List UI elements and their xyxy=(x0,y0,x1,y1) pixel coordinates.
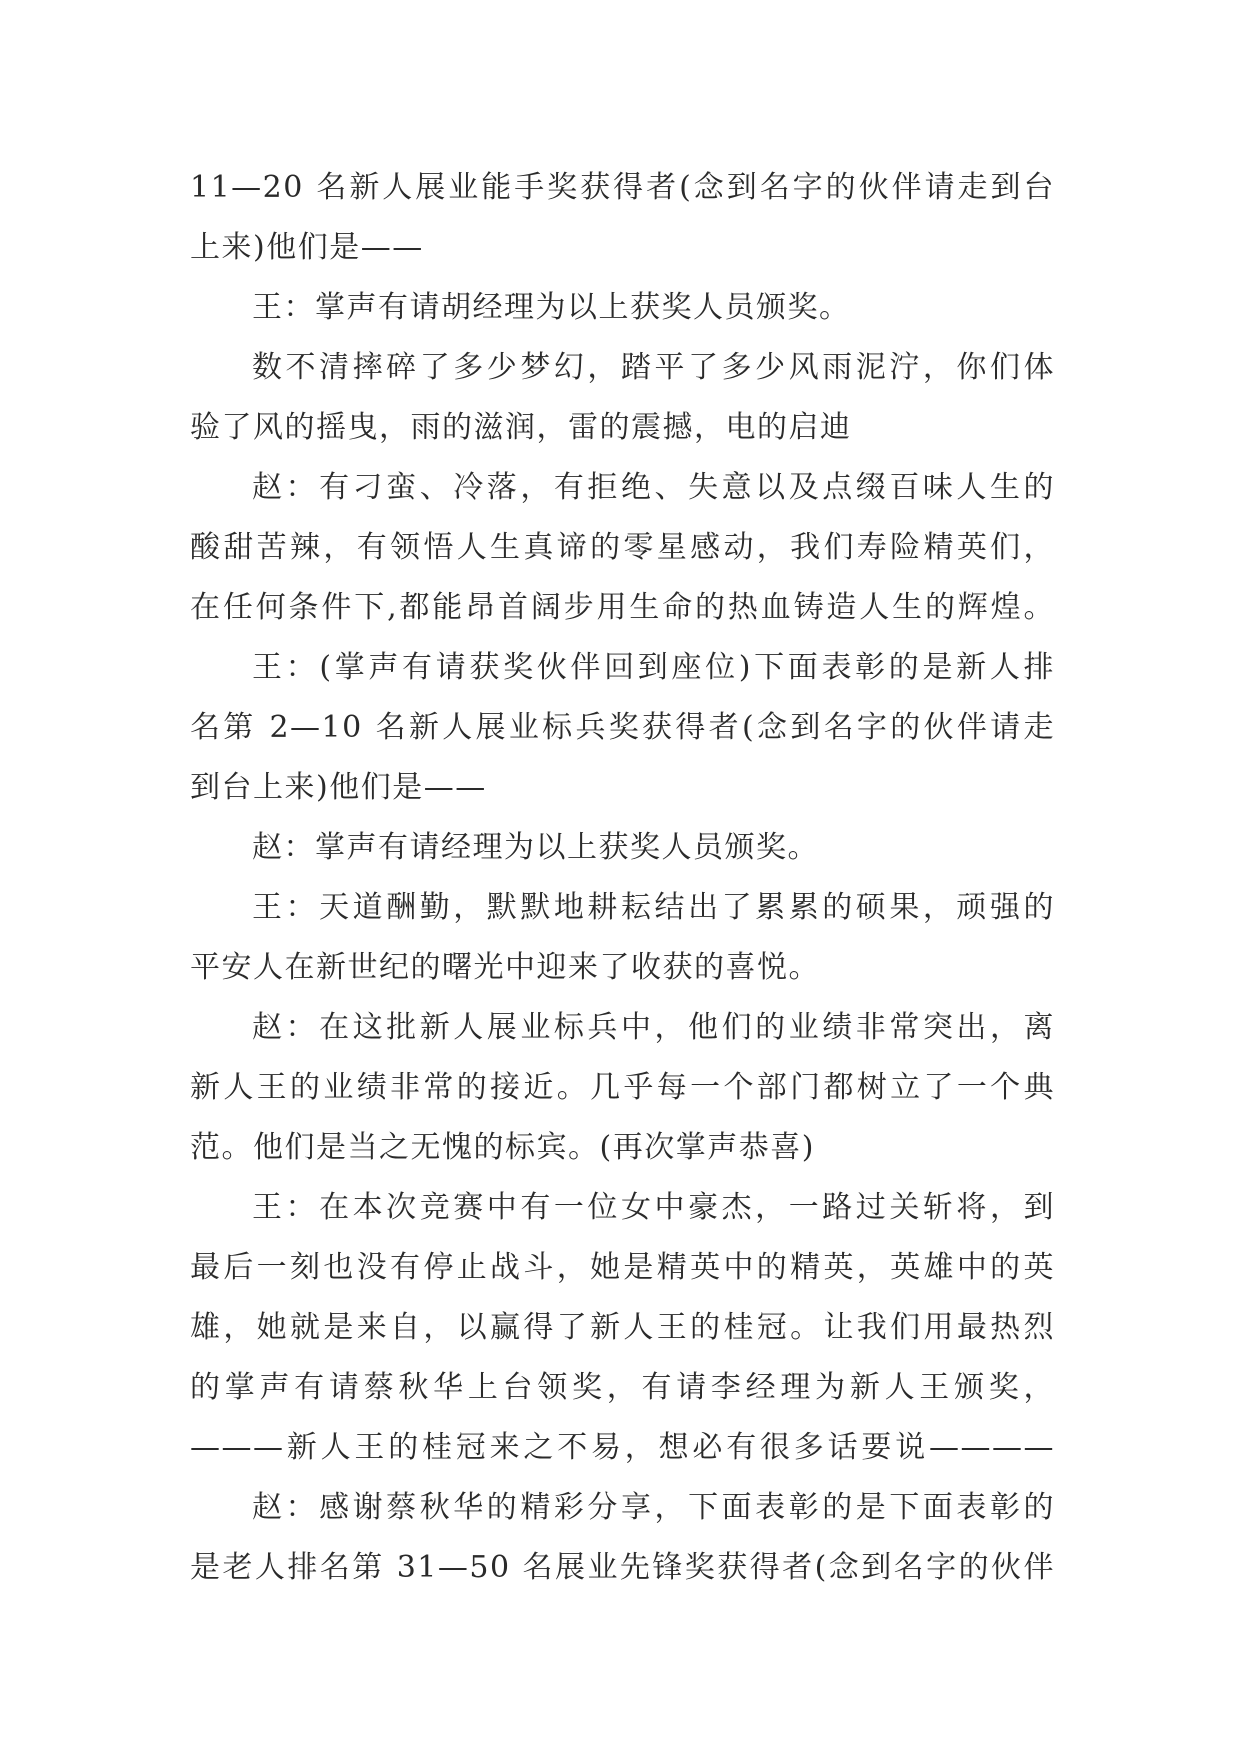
text-line: 数不清摔碎了多少梦幻，踏平了多少风雨泥泞，你们体 xyxy=(252,350,1055,385)
text-line: 的掌声有请蔡秋华上台领奖，有请李经理为新人王颁奖， xyxy=(190,1370,1055,1405)
text-line: 新人王的业绩非常的接近。几乎每一个部门都树立了一个典 xyxy=(190,1070,1055,1105)
text-line: 王：掌声有请胡经理为以上获奖人员颁奖。 xyxy=(252,290,851,325)
text-line: 是老人排名第 31—50 名展业先锋奖获得者(念到名字的伙伴 xyxy=(190,1550,1055,1585)
text-line: 范。他们是当之无愧的标宾。(再次掌声恭喜) xyxy=(190,1130,815,1165)
text-line: 雄，她就是来自，以赢得了新人王的桂冠。让我们用最热烈 xyxy=(190,1310,1055,1345)
text-line: 王：天道酬勤，默默地耕耘结出了累累的硕果，顽强的 xyxy=(252,890,1055,925)
text-line: 11—20 名新人展业能手奖获得者(念到名字的伙伴请走到台 xyxy=(190,170,1055,205)
text-line: 赵：掌声有请经理为以上获奖人员颁奖。 xyxy=(252,830,819,865)
text-line: 到台上来)他们是—— xyxy=(190,770,487,805)
text-line: 酸甜苦辣，有领悟人生真谛的零星感动，我们寿险精英们， xyxy=(190,530,1055,565)
text-line: 平安人在新世纪的曙光中迎来了收获的喜悦。 xyxy=(190,950,820,985)
text-line: ———新人王的桂冠来之不易，想必有很多话要说———— xyxy=(190,1430,1055,1465)
text-line: 名第 2—10 名新人展业标兵奖获得者(念到名字的伙伴请走 xyxy=(190,710,1055,745)
text-line: 赵：在这批新人展业标兵中，他们的业绩非常突出，离 xyxy=(252,1010,1055,1045)
document-body xyxy=(190,158,1055,1598)
text-line: 验了风的摇曳，雨的滋润，雷的震撼，电的启迪 xyxy=(190,410,852,445)
text-line: 赵：有刁蛮、冷落，有拒绝、失意以及点缀百味人生的 xyxy=(252,470,1055,505)
text-line: 上来)他们是—— xyxy=(190,230,424,265)
text-line: 王：(掌声有请获奖伙伴回到座位)下面表彰的是新人排 xyxy=(252,650,1055,685)
text-line: 在任何条件下,都能昂首阔步用生命的热血铸造人生的辉煌。 xyxy=(190,590,1055,625)
text-line: 赵：感谢蔡秋华的精彩分享，下面表彰的是下面表彰的 xyxy=(252,1490,1055,1525)
text-line: 最后一刻也没有停止战斗，她是精英中的精英，英雄中的英 xyxy=(190,1250,1055,1285)
text-line: 王：在本次竞赛中有一位女中豪杰，一路过关斩将，到 xyxy=(252,1190,1055,1225)
